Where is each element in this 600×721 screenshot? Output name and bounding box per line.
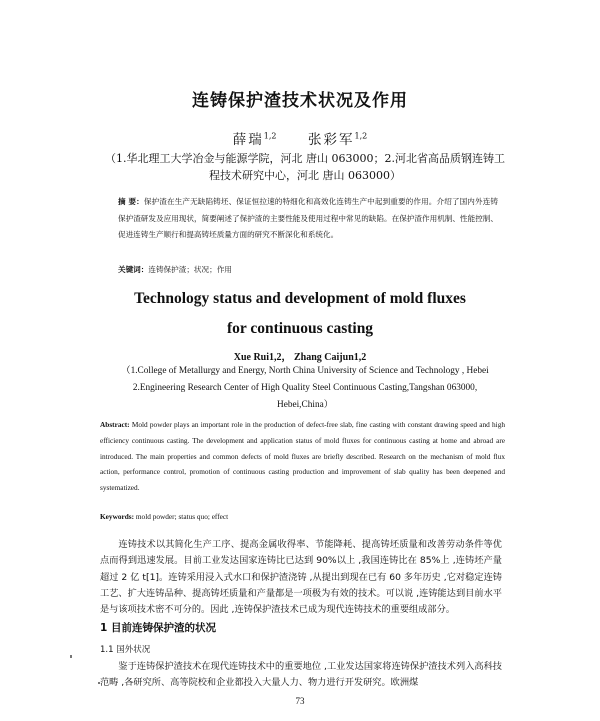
english-abstract-label: Abstract: <box>100 420 130 429</box>
english-affiliation <box>70 363 540 414</box>
author-affiliation-mark: 1,2 <box>263 131 277 141</box>
scan-speck <box>98 682 100 684</box>
english-title-line-1: Technology status and development of mold fluxes <box>134 290 466 307</box>
chinese-keywords-text: 连铸保护渣；状况；作用 <box>148 265 232 274</box>
chinese-abstract <box>118 194 498 244</box>
section-heading: 1 目前连铸保护渣的状况 <box>100 622 216 634</box>
chinese-affiliation: （1.华北理工大学冶金与能源学院，河北 唐山 063000；2.河北省高品质钢连铸工程技术研究中心，河北 唐山 063000） <box>105 152 505 182</box>
author-name: 薛瑞 <box>232 132 264 148</box>
english-keywords-text: mold powder; status quo; effect <box>134 512 229 521</box>
body-paragraph-1: 连铸技术以其简化生产工序、提高金属收得率、节能降耗、提高铸坯质量和改善劳动条件等优点而得到迅速发展。目前工业发达国家连铸比已达到 90%以上 ,我国连铸比在 85%上 ,连铸坯产量超过 2 亿 t[1]。连铸采用浸入式水口和保护渣浇铸 ,从提出到现在已有 60 多年历史 ,它对稳定连铸工艺、扩大连铸品种、提高铸坯质量和产量都是一项极为有效的技术。可以说 ,连铸能达到目前水平是与该项技术密不可分的。因此 ,连铸保护渣技术已成为现代连铸技术的重要组成部分。 <box>100 539 502 616</box>
english-affiliation-line: Hebei,China） <box>276 400 334 410</box>
english-authors: Xue Rui1,2， Zhang Caijun1,2 <box>233 352 367 363</box>
author-affiliation-mark: 1,2 <box>354 131 368 141</box>
chinese-abstract-label: 摘 要： <box>118 197 144 206</box>
english-abstract-text: Mold powder plays an important role in the production of defect-free slab, fine casting with constant drawing speed and high efficiency continuous casting. The development and application status of mold fluxes for continuous casting at home and abroad are introduced. The main properties and common defects of mold fluxes are briefly described. Research on the mechanism of mold flux action, performance control, promotion of continuous casting production and improvement of slab quality has been deepened and systematized. <box>100 420 505 493</box>
english-affiliation-line: （1.College of Metallurgy and Energy, North China University of Science and Technology , Hebei <box>121 366 489 376</box>
scan-speck <box>70 655 72 658</box>
body-paragraph-2: 鉴于连铸保护渣技术在现代连铸技术中的重要地位 ,工业发达国家将连铸保护渣技术列入高科技范畴 ,各研究所、高等院校和企业都投入大量人力、物力进行开发研究。欧洲煤 <box>100 661 502 689</box>
english-abstract <box>100 417 505 496</box>
author-name: 张彩军 <box>307 132 355 148</box>
chinese-abstract-text: 保护渣在生产无缺陷铸坯、保证恒拉速的特细化和高效化连铸生产中起到重要的作用。介绍了国内外连铸保护渣研发及应用现状，简要阐述了保护渣的主要性能及使用过程中常见的缺陷。在保护渣作用机制、性能控制、促进连铸生产顺行和提高铸坯质量方面的研究不断深化和系统化。 <box>118 197 498 239</box>
english-affiliation-line: 2.Engineering Research Center of High Quality Steel Continuous Casting,Tangshan 063000, <box>132 383 478 393</box>
english-title-line-2: for continuous casting <box>226 320 374 337</box>
chinese-keywords <box>118 262 498 279</box>
chinese-keywords-label: 关键词： <box>118 265 149 274</box>
subsection-heading: 1.1 国外状况 <box>100 645 151 655</box>
english-keywords-label: Keywords: <box>100 512 135 521</box>
chinese-authors <box>0 128 600 148</box>
page-number: 73 <box>295 696 305 706</box>
english-keywords <box>100 509 505 525</box>
chinese-title: 连铸保护渣技术状况及作用 <box>192 91 408 111</box>
